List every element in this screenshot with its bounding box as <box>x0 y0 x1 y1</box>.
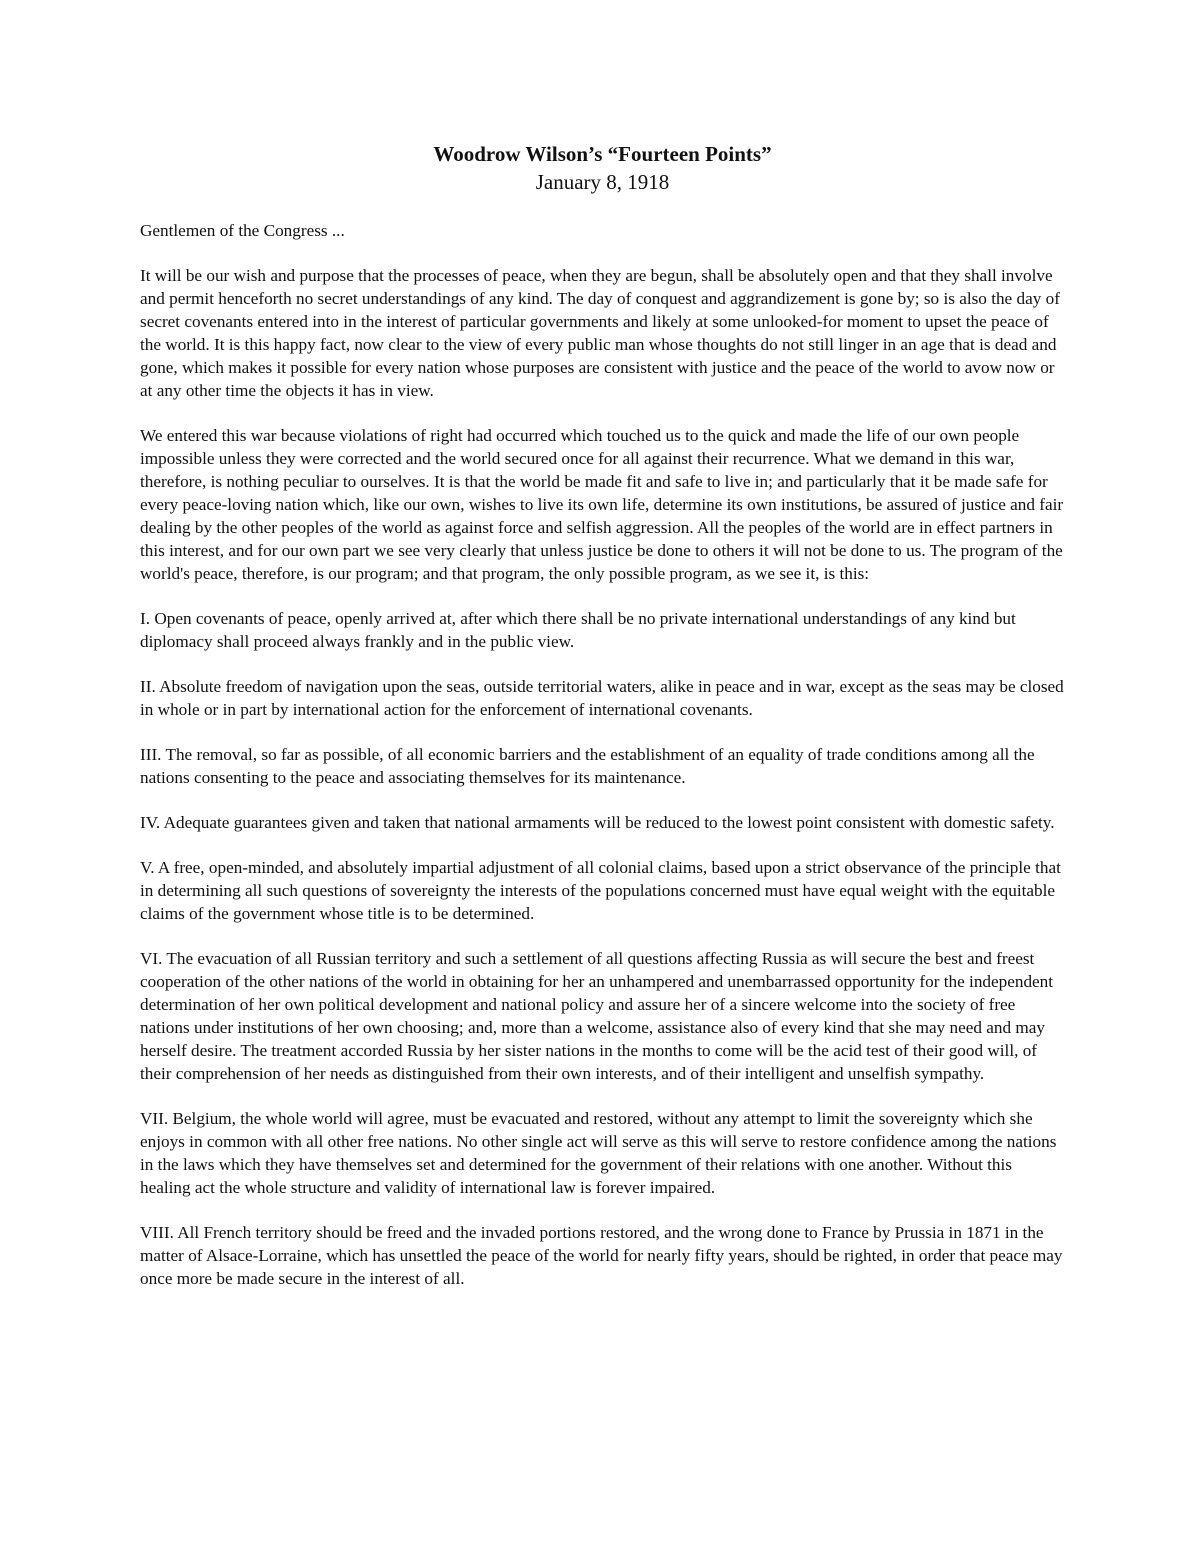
point-4-paragraph: IV. Adequate guarantees given and taken that national armaments will be reduced to the lowest point consistent with domestic safety. <box>140 813 1055 832</box>
document-date: January 8, 1918 <box>535 170 670 194</box>
point-8-paragraph: VIII. All French territory should be freed and the invaded portions restored, and the wrong done to France by Prussia in 1871 in the matter of Alsace-Lorraine, which has unsettled the peace of the world for nearly fifty years, should be righted, in order that peace may once more be made secure in the interest of all. <box>140 1223 1063 1288</box>
paragraph-intro-1: It will be our wish and purpose that the processes of peace, when they are begun, shall be absolutely open and that they shall involve and permit henceforth no secret understandings of any kind. The day of conquest and aggrandizement is gone by; so is also the day of secret covenants entered into in the interest of particular governments and likely at some unlooked-for moment to upset the peace of the world. It is this happy fact, now clear to the view of every public man whose thoughts do not still linger in an age that is dead and gone, which makes it possible for every nation whose purposes are consistent with justice and the peace of the world to avow now or at any other time the objects it has in view. <box>140 266 1060 400</box>
point-2-paragraph: II. Absolute freedom of navigation upon the seas, outside territorial waters, alike in peace and in war, except as the seas may be closed in whole or in part by international action for the enforcement of international covenants. <box>140 677 1064 719</box>
point-5-paragraph: V. A free, open-minded, and absolutely impartial adjustment of all colonial claims, based upon a strict observance of the principle that in determining all such questions of sovereignty the interests of the populations concerned must have equal weight with the equitable claims of the government whose title is to be determined. <box>140 858 1061 923</box>
salutation: Gentlemen of the Congress ... <box>140 221 345 240</box>
point-1-paragraph: I. Open covenants of peace, openly arrived at, after which there shall be no private international understandings of any kind but diplomacy shall proceed always frankly and in the public view. <box>140 609 1016 651</box>
document-title: Woodrow Wilson’s “Fourteen Points” <box>433 142 772 166</box>
paragraph-intro-2: We entered this war because violations of right had occurred which touched us to the quick and made the life of our own people impossible unless they were corrected and the world secured once for all against their recurrence. What we demand in this war, therefore, is nothing peculiar to ourselves. It is that the world be made fit and safe to live in; and particularly that it be made safe for every peace-loving nation which, like our own, wishes to live its own life, determine its own institutions, be assured of justice and fair dealing by the other peoples of the world as against force and selfish aggression. All the peoples of the world are in effect partners in this interest, and for our own part we see very clearly that unless justice be done to others it will not be done to us. The program of the world's peace, therefore, is our program; and that program, the only possible program, as we see it, is this: <box>140 426 1064 583</box>
point-6-paragraph: VI. The evacuation of all Russian territory and such a settlement of all questions affecting Russia as will secure the best and freest cooperation of the other nations of the world in obtaining for her an unhampered and unembarrassed opportunity for the independent determination of her own political development and national policy and assure her of a sincere welcome into the society of free nations under institutions of her own choosing; and, more than a welcome, assistance also of every kind that she may need and may herself desire. The treatment accorded Russia by her sister nations in the months to come will be the acid test of their good will, of their comprehension of her needs as distinguished from their own interests, and of their intelligent and unselfish sympathy. <box>140 949 1054 1083</box>
point-3-paragraph: III. The removal, so far as possible, of all economic barriers and the establishment of an equality of trade conditions among all the nations consenting to the peace and associating themselves for its maintenance. <box>140 745 1035 787</box>
point-7-paragraph: VII. Belgium, the whole world will agree, must be evacuated and restored, without any attempt to limit the sovereignty which she enjoys in common with all other free nations. No other single act will serve as this will serve to restore confidence among the nations in the laws which they have themselves set and determined for the government of their relations with one another. Without this healing act the whole structure and validity of international law is forever impaired. <box>140 1109 1057 1197</box>
document-page <box>140 140 1065 1312</box>
